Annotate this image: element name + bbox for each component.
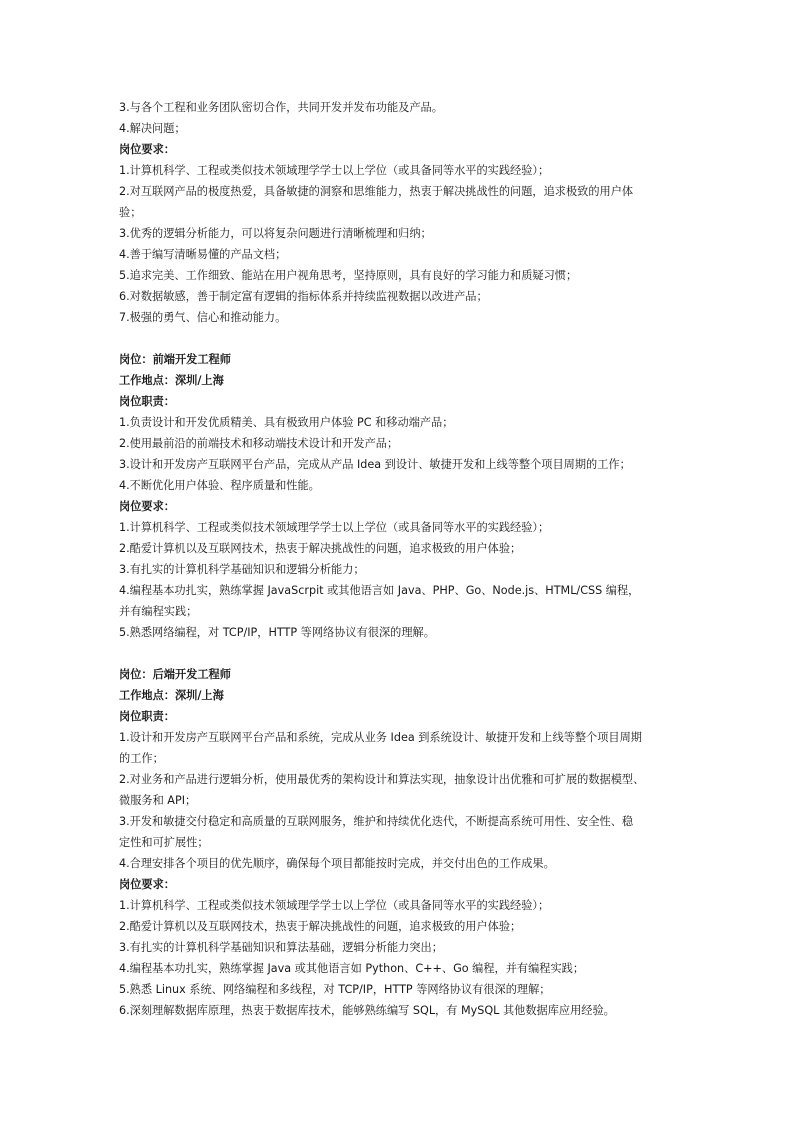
duty-line: 4.不断优化用户体验、程序质量和性能。 <box>119 479 320 492</box>
requirement-line: 4.编程基本功扎实，熟练掌握 JavaScrpit 或其他语言如 Java、PHP、Go、Node.js、HTML/CSS 编程， <box>119 584 640 597</box>
duties-heading: 岗位职责： <box>119 395 175 408</box>
work-location: 工作地点：深圳/上海 <box>119 374 224 387</box>
requirement-line: 验； <box>119 206 142 219</box>
requirements-heading: 岗位要求： <box>119 878 175 891</box>
duty-line: 2.对业务和产品进行逻辑分析，使用最优秀的架构设计和算法实现，抽象设计出优雅和可扩展的数据模型、 <box>119 773 645 786</box>
duty-line: 1.设计和开发房产互联网平台产品和系统，完成从业务 Idea 到系统设计、敏捷开发和上线等整个项目周期 <box>119 731 642 744</box>
requirement-line: 2.酷爱计算机以及互联网技术，热衷于解决挑战性的问题，追求极致的用户体验； <box>119 542 522 555</box>
requirement-line: 7.极强的勇气、信心和推动能力。 <box>119 311 287 324</box>
section-frontend-engineer <box>119 349 679 643</box>
requirement-line: 并有编程实践； <box>119 605 198 618</box>
requirement-line: 5.追求完美、工作细致、能站在用户视角思考，坚持原则，具有良好的学习能力和质疑习惯； <box>119 269 578 282</box>
requirement-line: 1.计算机科学、工程或类似技术领域理学学士以上学位（或具备同等水平的实践经验）； <box>119 164 550 177</box>
section-spacer <box>119 643 679 664</box>
duty-line: 3.设计和开发房产互联网平台产品，完成从产品 Idea 到设计、敏捷开发和上线等整个项目周期的工作； <box>119 458 631 471</box>
duty-line: 3.与各个工程和业务团队密切合作，共同开发并发布功能及产品。 <box>119 101 443 114</box>
requirement-line: 2.酷爱计算机以及互联网技术，热衷于解决挑战性的问题，追求极致的用户体验； <box>119 920 522 933</box>
duty-line: 1.负责设计和开发优质精美、具有极致用户体验 PC 和移动端产品； <box>119 416 454 429</box>
document-page <box>119 97 679 1021</box>
requirement-line: 3.有扎实的计算机科学基础知识和逻辑分析能力； <box>119 563 365 576</box>
requirement-line: 1.计算机科学、工程或类似技术领域理学学士以上学位（或具备同等水平的实践经验）； <box>119 521 550 534</box>
duties-heading: 岗位职责： <box>119 710 175 723</box>
requirement-line: 3.有扎实的计算机科学基础知识和算法基础，逻辑分析能力突出； <box>119 941 443 954</box>
requirement-line: 5.熟悉 Linux 系统、网络编程和多线程，对 TCP/IP，HTTP 等网络协议有很深的理解； <box>119 983 551 996</box>
work-location: 工作地点：深圳/上海 <box>119 689 224 702</box>
duty-line: 4.合理安排各个项目的优先顺序，确保每个项目都能按时完成，并交付出色的工作成果。 <box>119 857 555 870</box>
section-product-manager-continued <box>119 97 679 328</box>
requirements-heading: 岗位要求： <box>119 500 175 513</box>
duty-line: 3.开发和敏捷交付稳定和高质量的互联网服务，维护和持续优化迭代，不断提高系统可用性、安全性、稳 <box>119 815 634 828</box>
requirement-line: 6.深刻理解数据库原理，热衷于数据库技术，能够熟练编写 SQL，有 MySQL 其他数据库应用经验。 <box>119 1004 615 1017</box>
section-spacer <box>119 328 679 349</box>
duty-line: 4.解决问题； <box>119 122 186 135</box>
position-title: 岗位：前端开发工程师 <box>119 353 231 366</box>
position-title: 岗位：后端开发工程师 <box>119 668 231 681</box>
duty-line: 的工作； <box>119 752 164 765</box>
requirement-line: 4.编程基本功扎实，熟练掌握 Java 或其他语言如 Python、C++、Go 编程，并有编程实践； <box>119 962 585 975</box>
duty-line: 定性和可扩展性； <box>119 836 209 849</box>
duty-line: 2.使用最前沿的前端技术和移动端技术设计和开发产品； <box>119 437 399 450</box>
requirement-line: 6.对数据敏感，善于制定富有逻辑的指标体系并持续监视数据以改进产品； <box>119 290 488 303</box>
requirements-heading: 岗位要求： <box>119 143 175 156</box>
section-backend-engineer <box>119 664 679 1021</box>
requirement-line: 1.计算机科学、工程或类似技术领域理学学士以上学位（或具备同等水平的实践经验）； <box>119 899 550 912</box>
requirement-line: 4.善于编写清晰易懂的产品文档； <box>119 248 287 261</box>
duty-line: 微服务和 API； <box>119 794 197 807</box>
requirement-line: 2.对互联网产品的极度热爱，具备敏捷的洞察和思维能力，热衷于解决挑战性的问题，追求极致的用户体 <box>119 185 634 198</box>
requirement-line: 3.优秀的逻辑分析能力，可以将复杂问题进行清晰梳理和归纳； <box>119 227 432 240</box>
requirement-line: 5.熟悉网络编程，对 TCP/IP，HTTP 等网络协议有很深的理解。 <box>119 626 435 639</box>
